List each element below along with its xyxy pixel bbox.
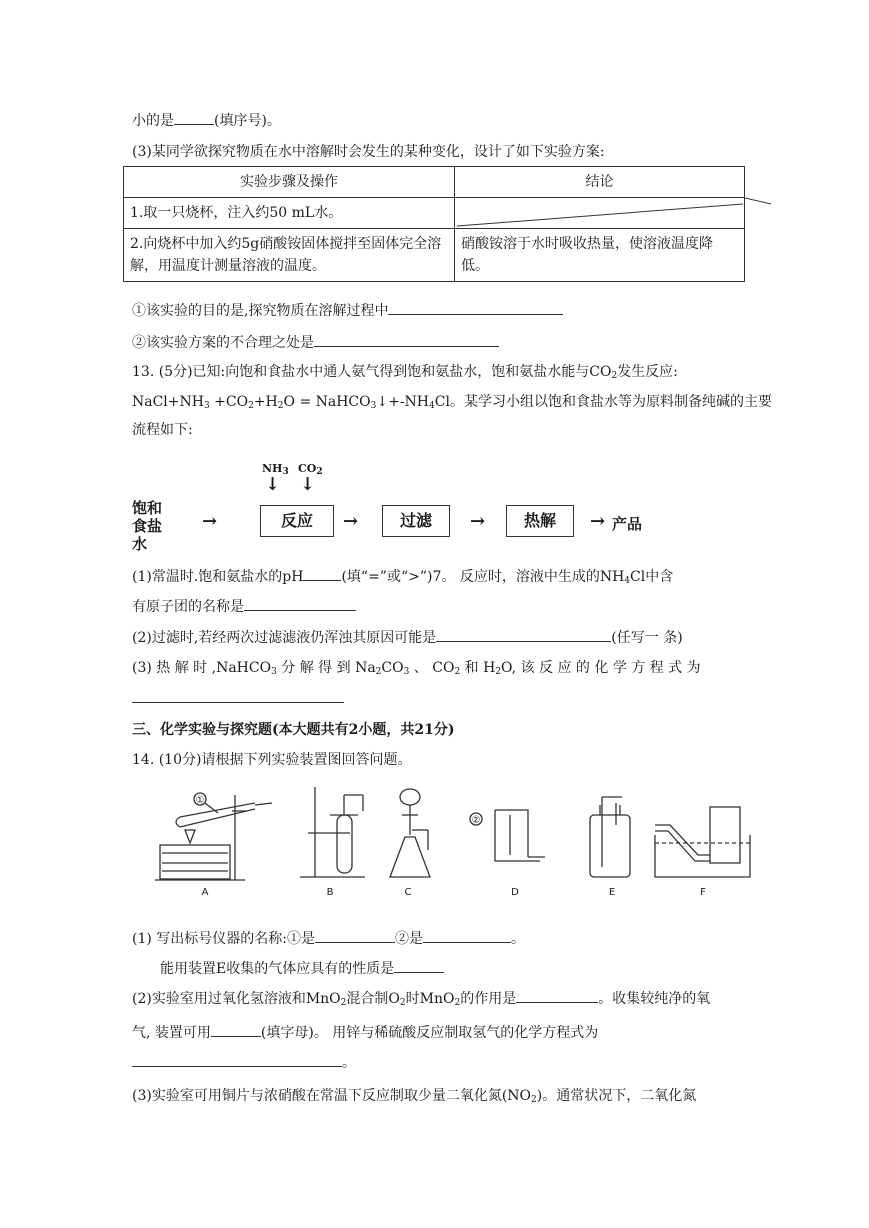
table-cell-step2: 2.向烧杯中加入约5g硝酸铵固体搅拌至固体完全溶解，用温度计测量溶液的温度。 xyxy=(124,229,455,282)
mark-1-label: ① xyxy=(195,795,205,806)
text: ②该实验方案的不合理之处是 xyxy=(132,335,314,351)
table-cell-empty xyxy=(455,198,745,229)
flow-step-reaction: 反应 xyxy=(260,505,334,537)
question-13-3: (3) 热 解 时 ,NaHCO$_3$ 分 解 得 到 $Na_2CO_3$ 、 $CO_2$ 和 $H_2O$, 该 反 应 的 化 学 方 程 式 为 xyxy=(132,660,701,677)
right-arrow-icon: → xyxy=(590,511,606,532)
answer-blank[interactable] xyxy=(303,566,341,581)
experiment-table xyxy=(123,166,745,282)
gas-co2-label: $CO_2$ xyxy=(298,462,323,477)
text: 小的是 xyxy=(132,113,174,129)
question-13-2 xyxy=(132,627,683,648)
question-3-intro: (3)某同学欲探究物质在水中溶解时会发生的某种变化，设计了如下实验方案: xyxy=(132,144,605,160)
text: 气, 装置可用 xyxy=(132,1025,211,1041)
text: 时MnO xyxy=(405,991,455,1007)
flow-intro: 流程如下: xyxy=(132,422,193,438)
question-14: 14. (10分)请根据下列实验装置图回答问题。 xyxy=(132,752,412,768)
right-arrow-icon: → xyxy=(202,511,218,532)
question-14-2: (2)实验室用过氧化氢溶液和MnO$_2$混合制$O_2$时MnO$_2$的作用是 。收集较纯净的氧 xyxy=(132,988,710,1009)
table-cell-conclusion2: 硝酸铵溶于水时吸收热量，使溶液温度降低。 xyxy=(455,229,745,282)
overflow-line xyxy=(745,196,773,208)
text: 13. (5分)已知:向饱和食盐水中通人氨气得到饱和氨盐水，饱和氨盐水能与CO xyxy=(132,364,612,380)
question-14-1b xyxy=(160,958,444,979)
apparatus-d xyxy=(470,810,545,861)
text: 能用装置E收集的气体应具有的性质是 xyxy=(160,961,395,977)
section-heading: 三、化学实验与探究题(本大题共有2小题，共21分) xyxy=(132,722,455,738)
answer-blank[interactable] xyxy=(132,688,344,703)
text: (1) 写出标号仪器的名称:①是 xyxy=(132,931,315,947)
subscript: 4 xyxy=(624,576,631,586)
down-arrow-icon: ↓ xyxy=(300,474,316,495)
answer-blank[interactable] xyxy=(516,988,598,1003)
answer-blank[interactable] xyxy=(388,300,563,315)
question-3b xyxy=(132,332,499,353)
question-13-3-blank xyxy=(132,688,344,709)
text: (3)实验室可用铜片与浓硝酸在常温下反应制取少量二氧化氮(NO xyxy=(132,1088,532,1104)
text: Cl中含 xyxy=(630,569,674,585)
text: (填“=”或“>”)7。 反应时，溶液中生成的NH xyxy=(341,569,625,585)
text: (任写一 条) xyxy=(611,630,683,646)
answer-blank[interactable] xyxy=(423,928,511,943)
table-cell-step1: 1.取一只烧杯，注入约50 mL水。 xyxy=(124,198,455,229)
text: ②是 xyxy=(395,931,423,947)
line-fill-blank xyxy=(132,110,281,131)
apparatus-a xyxy=(155,793,272,880)
apparatus-label-a: A xyxy=(201,887,209,898)
apparatus-e xyxy=(590,797,630,877)
text: 有原子团的名称是 xyxy=(132,599,244,615)
question-14-2b xyxy=(132,1022,598,1043)
flow-product: 产品 xyxy=(612,515,643,533)
question-13-1 xyxy=(132,566,673,587)
text: ①该实验的目的是,探究物质在溶解过程中 xyxy=(132,303,389,319)
apparatus-b xyxy=(300,787,365,877)
process-flowchart xyxy=(130,455,690,553)
apparatus-label-d: D xyxy=(511,887,519,898)
right-arrow-icon: → xyxy=(470,511,486,532)
text: (填序号)。 xyxy=(214,113,281,129)
diagonal-line xyxy=(455,198,744,228)
apparatus-c xyxy=(390,789,430,877)
answer-blank[interactable] xyxy=(132,1052,342,1067)
text: (2)实验室用过氧化氢溶液和MnO xyxy=(132,991,341,1007)
question-13 xyxy=(132,362,678,382)
apparatus-diagram xyxy=(150,785,760,900)
subscript: 2 xyxy=(611,371,618,381)
answer-blank[interactable] xyxy=(211,1022,261,1037)
text: 。 xyxy=(342,1055,356,1071)
right-arrow-icon: → xyxy=(343,511,359,532)
answer-blank[interactable] xyxy=(436,627,611,642)
text: (1)常温时.饱和氨盐水的pH xyxy=(132,569,304,585)
question-14-3: (3)实验室可用铜片与浓硝酸在常温下反应制取少量二氧化氮$(NO_2)$。通常状况下，二氧化氮 xyxy=(132,1088,697,1105)
reaction-equation: $NaCl+NH_3 +CO_2+H_2O$ = $NaHCO_3↓+-NH_4Cl$。某学习小组以饱和食盐水等为原料制备纯碱的主要 xyxy=(132,394,772,411)
question-14-2c xyxy=(132,1052,356,1073)
text: 的作用是 xyxy=(460,991,517,1007)
answer-blank[interactable] xyxy=(394,958,444,973)
flow-step-filter: 过滤 xyxy=(382,505,450,537)
text: (2)过滤时,若经两次过滤滤液仍浑浊其原因可能是 xyxy=(132,630,437,646)
table-header-conclusion: 结论 xyxy=(455,167,745,198)
flow-step-pyrolysis: 热解 xyxy=(506,505,574,537)
question-14-1 xyxy=(132,928,525,949)
answer-blank[interactable] xyxy=(315,928,395,943)
down-arrow-icon: ↓ xyxy=(265,474,281,495)
apparatus-f xyxy=(655,807,750,877)
answer-blank[interactable] xyxy=(174,110,214,125)
mark-2-label: ② xyxy=(471,815,481,826)
flow-input: 饱和食盐水 xyxy=(132,499,163,553)
text: 。收集较纯净的氧 xyxy=(598,991,711,1007)
text: (填字母)。 用锌与稀硫酸反应制取氢气的化学方程式为 xyxy=(260,1025,599,1041)
gas-nh3-label: $NH_3$ xyxy=(262,462,289,477)
text: 混合制O xyxy=(346,991,400,1007)
apparatus-label-e: E xyxy=(608,887,616,898)
text: 。 xyxy=(511,931,525,947)
apparatus-label-f: F xyxy=(700,887,706,898)
text: 发生反应: xyxy=(617,364,678,380)
text: )。通常状况下，二氧化氮 xyxy=(536,1088,697,1104)
question-3a xyxy=(132,300,563,321)
question-13-1b xyxy=(132,596,356,617)
answer-blank[interactable] xyxy=(244,596,356,611)
apparatus-label-c: C xyxy=(404,887,412,898)
table-header-steps: 实验步骤及操作 xyxy=(124,167,455,198)
apparatus-label-b: B xyxy=(326,887,334,898)
answer-blank[interactable] xyxy=(314,332,499,347)
